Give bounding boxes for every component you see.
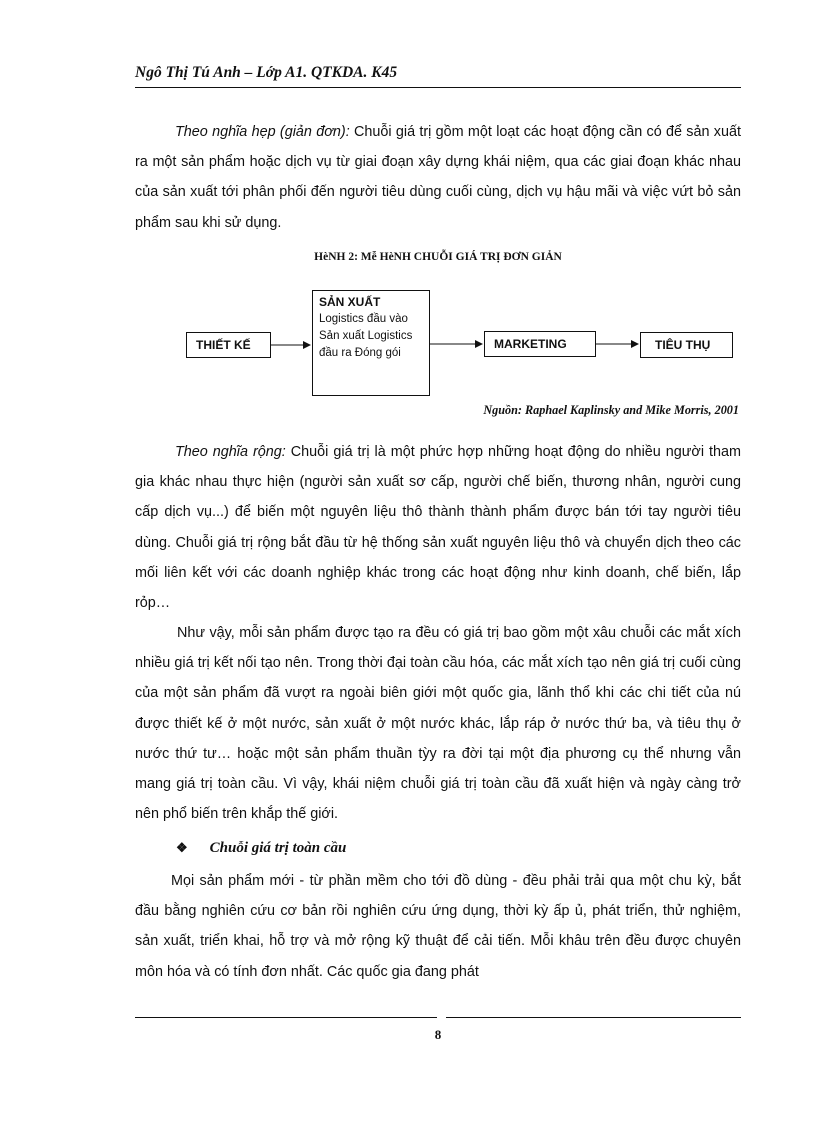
paragraph-product-cycle: Mọi sản phẩm mới - từ phần mềm cho tới đồ dùng - đều phải trải qua một chu kỳ, bắt đầu bằng nghiên cứu cơ bản rồi nghiên cứu ứng dụng, thời kỳ ấp ủ, phát triển, thử nghiệm, sản xuất, triển khai, hỗ trợ và mở rộng kỹ thuật để cải tiến. Mỗi khâu trên đều được chuyên môn hóa và có tính đơn nhất. Các quốc gia đang phát xyxy=(135,873,741,980)
figure-title: HèNH 2: Mễ HèNH CHUỖI GIÁ TRỊ ĐƠN GIẢN xyxy=(314,251,562,263)
page-header: Ngô Thị Tú Anh – Lớp A1. QTKDA. K45 xyxy=(135,64,398,81)
box-design: THIẾT KẾ xyxy=(186,332,271,358)
diamond-bullet-icon: ❖ xyxy=(176,840,188,855)
broad-definition-text: Chuỗi giá trị là một phức hợp những hoạt động do nhiều người tham gia khác nhau thực hiện (người sản xuất sơ cấp, người chế biến, thương nhân, người cung cấp dịch vụ...) để biến một nguyên liệu thô thành thành phẩm được bán tới tay người tiêu dùng. Chuỗi giá trị rộng bắt đầu từ hệ thống sản xuất nguyên liệu thô và chuyển dịch theo các mối liên kết với các doanh nghiệp khác trong các hoạt động như kinh doanh, chế biến, lắp rỏp… xyxy=(135,444,742,612)
paragraph-global-context: Như vậy, mỗi sản phẩm được tạo ra đều có giá trị bao gồm một xâu chuỗi các mắt xích nhiều giá trị kết nối tạo nên. Trong thời đại toàn cầu hóa, các mắt xích tạo nên giá trị cuối cùng của một sản phẩm đã vượt ra ngoài biên giới một quốc gia, lãnh thổ khi các chi tiết của nú được thiết kế ở một nước, sản xuất ở một nước khác, lắp ráp ở nước thứ ba, và tiêu thụ ở nước thứ tư… hoặc một sản phẩm thuần tỳy ra đời tại một địa phương cụ thể nhưng vẫn mang giá trị toàn cầu. Vì vậy, khái niệm chuỗi giá trị toàn cầu đã xuất hiện và ngày càng trở nên phổ biến trên khắp thế giới. xyxy=(135,625,741,823)
box-consumption: TIÊU THỤ xyxy=(640,332,733,358)
box-production-line-2: Sản xuất Logistics xyxy=(319,330,413,342)
paragraph-broad-definition xyxy=(135,437,741,618)
box-production-title: SẢN XUẤT xyxy=(319,295,381,309)
figure-source: Nguồn: Raphael Kaplinsky and Mike Morris, 2001 xyxy=(483,403,739,417)
narrow-definition-lead: Theo nghĩa hẹp (giản đơn): xyxy=(175,124,350,140)
box-production-line-3: đầu ra Đóng gói xyxy=(319,347,401,359)
box-marketing: MARKETING xyxy=(484,331,596,357)
broad-definition-lead: Theo nghĩa rộng: xyxy=(175,444,286,460)
section-heading-text: Chuỗi giá trị toàn cầu xyxy=(209,840,347,856)
box-production-line-1: Logistics đầu vào xyxy=(319,313,408,325)
page-number: 8 xyxy=(434,1027,442,1042)
section-heading xyxy=(176,840,346,857)
narrow-definition-text: Chuỗi giá trị gồm một loạt các hoạt động cần có để sản xuất ra một sản phẩm hoặc dịch vụ từ giai đoạn xây dựng khái niệm, qua các giai đoạn khác nhau của sản xuất tới phân phối đến người tiêu dùng cuối cùng, dịch vụ hậu mãi và việc vứt bỏ sản phẩm sau khi sử dụng. xyxy=(135,124,741,231)
footer-rule-right xyxy=(446,1017,741,1018)
footer-rule-left xyxy=(135,1017,437,1018)
